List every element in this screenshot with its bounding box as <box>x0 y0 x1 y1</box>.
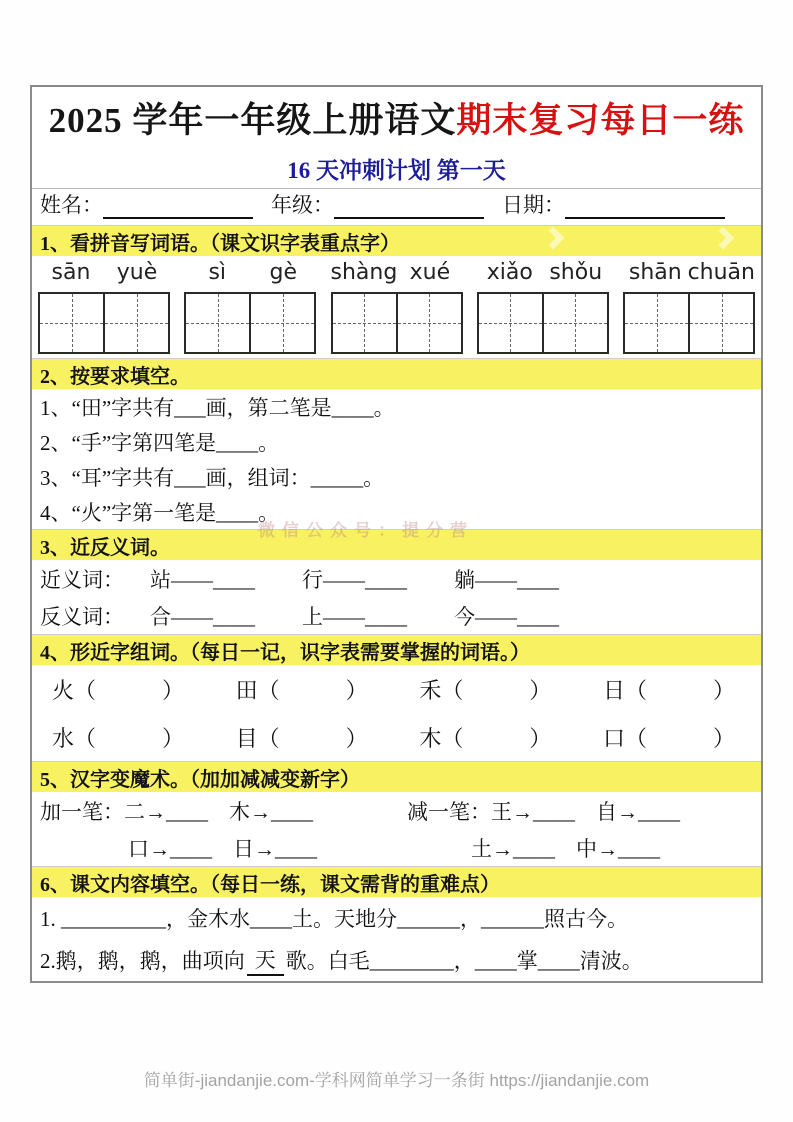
row-label: 反义词： <box>40 604 124 629</box>
ribbon-chevron-icon <box>712 227 735 250</box>
question-line: 4、“火”字第一笔是____。 <box>40 500 280 525</box>
stroke-change-row <box>32 829 761 866</box>
grade-blank <box>334 197 484 219</box>
info-row <box>32 189 761 225</box>
line-text: 歌。白毛________，____掌____清波。 <box>285 949 643 973</box>
section-1-title: 1、看拼音写词语。（课文识字表重点字） <box>40 232 400 255</box>
grade-field <box>271 189 502 219</box>
row-label: 近义词： <box>40 567 124 592</box>
remove-stroke-group: 土→____ 中→____ <box>471 836 660 861</box>
wechat-watermark: 微信公众号：提分营 <box>258 521 474 540</box>
char-with-parens: 目（ ） <box>235 725 368 751</box>
section-2-title: 2、按要求填空。 <box>40 365 190 388</box>
section-3-header <box>32 529 761 560</box>
question-line: 3、“耳”字共有___画，组词：_____。 <box>40 465 385 490</box>
title-red-part: 期末复习每日一练 <box>456 101 745 140</box>
char-with-parens: 口（ ） <box>602 725 735 751</box>
char-with-parens: 木（ ） <box>419 725 552 751</box>
writing-box-pair <box>331 292 463 354</box>
word-pair: 合——____ <box>150 604 255 629</box>
word-building-row <box>32 665 761 713</box>
section-6-title: 6、课文内容填空。（每日一练，课文需背的重难点） <box>40 873 500 896</box>
char-with-parens: 火（ ） <box>52 677 185 703</box>
name-label: 姓名： <box>40 193 103 217</box>
add-stroke-group: 加一笔：二→____ 木→____ <box>40 799 313 824</box>
fill-in-line <box>32 939 761 981</box>
writing-box-pair <box>184 292 316 354</box>
fill-in-line: 1. __________，金木水____土。天地分______，______照古今。 <box>40 907 628 931</box>
writing-box-pair <box>38 292 170 354</box>
date-field <box>502 189 725 219</box>
section-1-header <box>32 225 761 256</box>
date-blank <box>565 197 725 219</box>
char-with-parens: 水（ ） <box>52 725 185 751</box>
writing-boxes-row <box>32 292 761 358</box>
char-with-parens: 田（ ） <box>235 677 368 703</box>
remove-stroke-group: 减一笔：王→____ 自→____ <box>407 799 680 824</box>
pinyin-group: xiǎo shǒu <box>486 260 603 285</box>
writing-box-pair <box>623 292 755 354</box>
date-label: 日期： <box>502 193 565 217</box>
stroke-change-row <box>32 792 761 829</box>
word-pair: 躺——____ <box>454 567 559 592</box>
pinyin-group: shān chuān <box>628 260 755 285</box>
pinyin-group: sān yuè <box>51 260 158 285</box>
writing-box-pair <box>477 292 609 354</box>
question-line: 2、“手”字第四笔是____。 <box>40 430 280 455</box>
question-line: 1、“田”字共有___画，第二笔是____。 <box>40 395 395 420</box>
page-title <box>32 87 761 149</box>
worksheet-sheet <box>30 85 763 983</box>
char-with-parens: 日（ ） <box>602 677 735 703</box>
section-3-title: 3、近反义词。 <box>40 536 170 559</box>
synonym-row <box>32 560 761 597</box>
word-pair: 站——____ <box>150 567 255 592</box>
section-4-header <box>32 634 761 665</box>
word-pair: 上——____ <box>302 604 407 629</box>
section-5-title: 5、汉字变魔术。（加加减减变新字） <box>40 768 360 791</box>
section-5-header <box>32 761 761 792</box>
add-stroke-group: 口→____ 日→____ <box>128 836 317 861</box>
char-with-parens: 禾（ ） <box>419 677 552 703</box>
word-building-row <box>32 713 761 761</box>
pinyin-group: shàng xué <box>330 260 451 285</box>
section-6-header <box>32 866 761 897</box>
word-pair: 行——____ <box>302 567 407 592</box>
name-blank <box>103 197 253 219</box>
section-2-header <box>32 358 761 389</box>
page-subtitle: 16 天冲刺计划 第一天 <box>32 149 761 189</box>
line-text: 2.鹅，鹅，鹅，曲项向 <box>40 949 245 973</box>
section-4-title: 4、形近字组词。（每日一记，识字表需要掌握的词语。） <box>40 641 530 664</box>
antonym-row <box>32 597 761 634</box>
ribbon-chevron-icon <box>542 227 565 250</box>
pinyin-group: sì gè <box>208 260 297 285</box>
footer-credit: 简单街-jiandanjie.com-学科网简单学习一条街 https://jiandanjie.com <box>143 1071 650 1090</box>
name-field <box>40 189 271 219</box>
pinyin-row <box>32 256 761 292</box>
title-black-part: 2025 学年一年级上册语文 <box>48 101 457 140</box>
filled-answer: 天 <box>247 944 284 976</box>
grade-label: 年级： <box>271 193 334 217</box>
word-pair: 今——____ <box>454 604 559 629</box>
